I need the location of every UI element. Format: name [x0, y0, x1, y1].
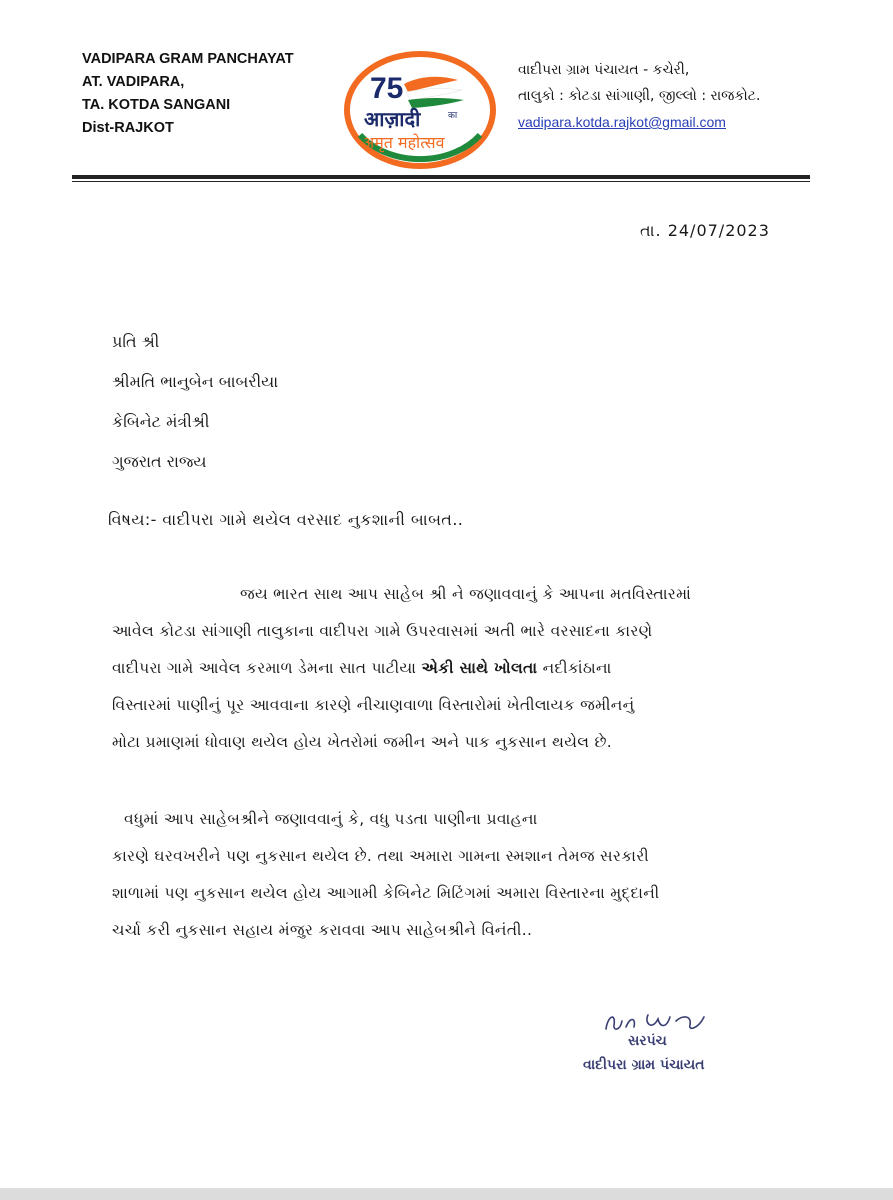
addressee-line: ગુજરાત રાજ્ય: [112, 452, 207, 471]
letterhead-gujarati: [518, 57, 760, 135]
paragraph-line: મોટા પ્રમાણમાં ધોવાણ થયેલ હોય ખેતરોમાં જમીન અને પાક નુકસાન થયેલ છે.: [112, 733, 612, 751]
letterhead-line: TA. KOTDA SANGANI: [82, 97, 231, 113]
logo-text-ka: का: [448, 111, 458, 121]
letterhead-gu-line: વાદીપરા ગ્રામ પંચાયત - કચેરી,: [518, 62, 690, 78]
addressee-line: પ્રતિ શ્રી: [112, 332, 160, 351]
paragraph-line: જય ભારત સાથ આપ સાહેબ શ્રી ને જણાવવાનું કે આપના મતવિસ્તારમાં: [240, 585, 692, 603]
logo-text-amrit-mahotsav: अमृत महोत्सव: [362, 133, 445, 152]
letter-date: તા. 24/07/2023: [640, 221, 770, 240]
page-bottom-edge: [0, 1188, 893, 1200]
paragraph-line: [112, 650, 822, 687]
signatory-title: સરપંચ: [628, 1033, 667, 1049]
logo-number: 75: [370, 72, 404, 105]
body-paragraph-1: [112, 576, 822, 761]
paragraph-line: વધુમાં આપ સાહેબશ્રીને જણાવવાનું કે, વધુ પડતા પાણીના પ્રવાહના: [124, 810, 538, 828]
paragraph-line: કારણે ઘરવખરીને પણ નુકસાન થયેલ છે. તથા અમારા ગામના સ્મશાન તેમજ સરકારી: [112, 847, 649, 865]
addressee-line: શ્રીમતિ ભાનુબેન બાબરીયા: [112, 372, 279, 391]
paragraph-line: વિસ્તારમાં પાણીનું પૂર આવવાના કારણે નીચાણવાળા વિસ્તારોમાં ખેતીલાયક જમીનનું: [112, 696, 635, 714]
addressee-block: [112, 322, 278, 482]
subject-line: વિષય:- વાદીપરા ગામે થયેલ વરસાદ નુકશાની બાબત..: [108, 510, 464, 529]
header-rule-thin: [72, 181, 810, 182]
signature-stroke: [606, 1015, 704, 1029]
letterhead-english: [82, 48, 294, 140]
header-rule-thick: [72, 175, 810, 179]
letterhead-line: AT. VADIPARA,: [82, 74, 185, 90]
paragraph-line: શાળામાં પણ નુકસાન થયેલ હોય આગામી કેબિનેટ મિટિંગમાં અમારા વિસ્તારના મુદ્દાની: [112, 884, 660, 902]
addressee-line: કેબિનેટ મંત્રીશ્રી: [112, 412, 210, 431]
paragraph-line: આવેલ કોટડા સાંગાણી તાલુકાના વાદીપરા ગામે ઉપરવાસમાં અતી ભારે વરસાદના કારણે: [112, 622, 653, 640]
body-paragraph-2: [112, 801, 822, 949]
logo-text-azadi: आज़ादी: [364, 107, 421, 131]
letterhead-line: Dist-RAJKOT: [82, 120, 174, 136]
bold-text: એકી સાથે ખોલતા: [421, 659, 538, 677]
letterhead-gu-line: તાલુકો : કોટડા સાંગાણી, જીલ્લો : રાજકોટ.: [518, 88, 761, 104]
signatory-office: વાદીપરા ગ્રામ પંચાયત: [583, 1057, 705, 1073]
text-span: વાદીપરા ગામે આવેલ કરમાળ ડેમના સાત પાટીયા: [112, 659, 422, 677]
letterhead-line: VADIPARA GRAM PANCHAYAT: [82, 51, 294, 67]
azadi-ka-amrit-mahotsav-logo: [340, 50, 500, 170]
email-link[interactable]: vadipara.kotda.rajkot@gmail.com: [518, 114, 726, 130]
text-span: નદીકાંઠાના: [537, 659, 612, 677]
paragraph-line: ચર્ચા કરી નુકસાન સહાય મંજુર કરાવવા આપ સાહેબશ્રીને વિનંતી..: [112, 921, 533, 939]
